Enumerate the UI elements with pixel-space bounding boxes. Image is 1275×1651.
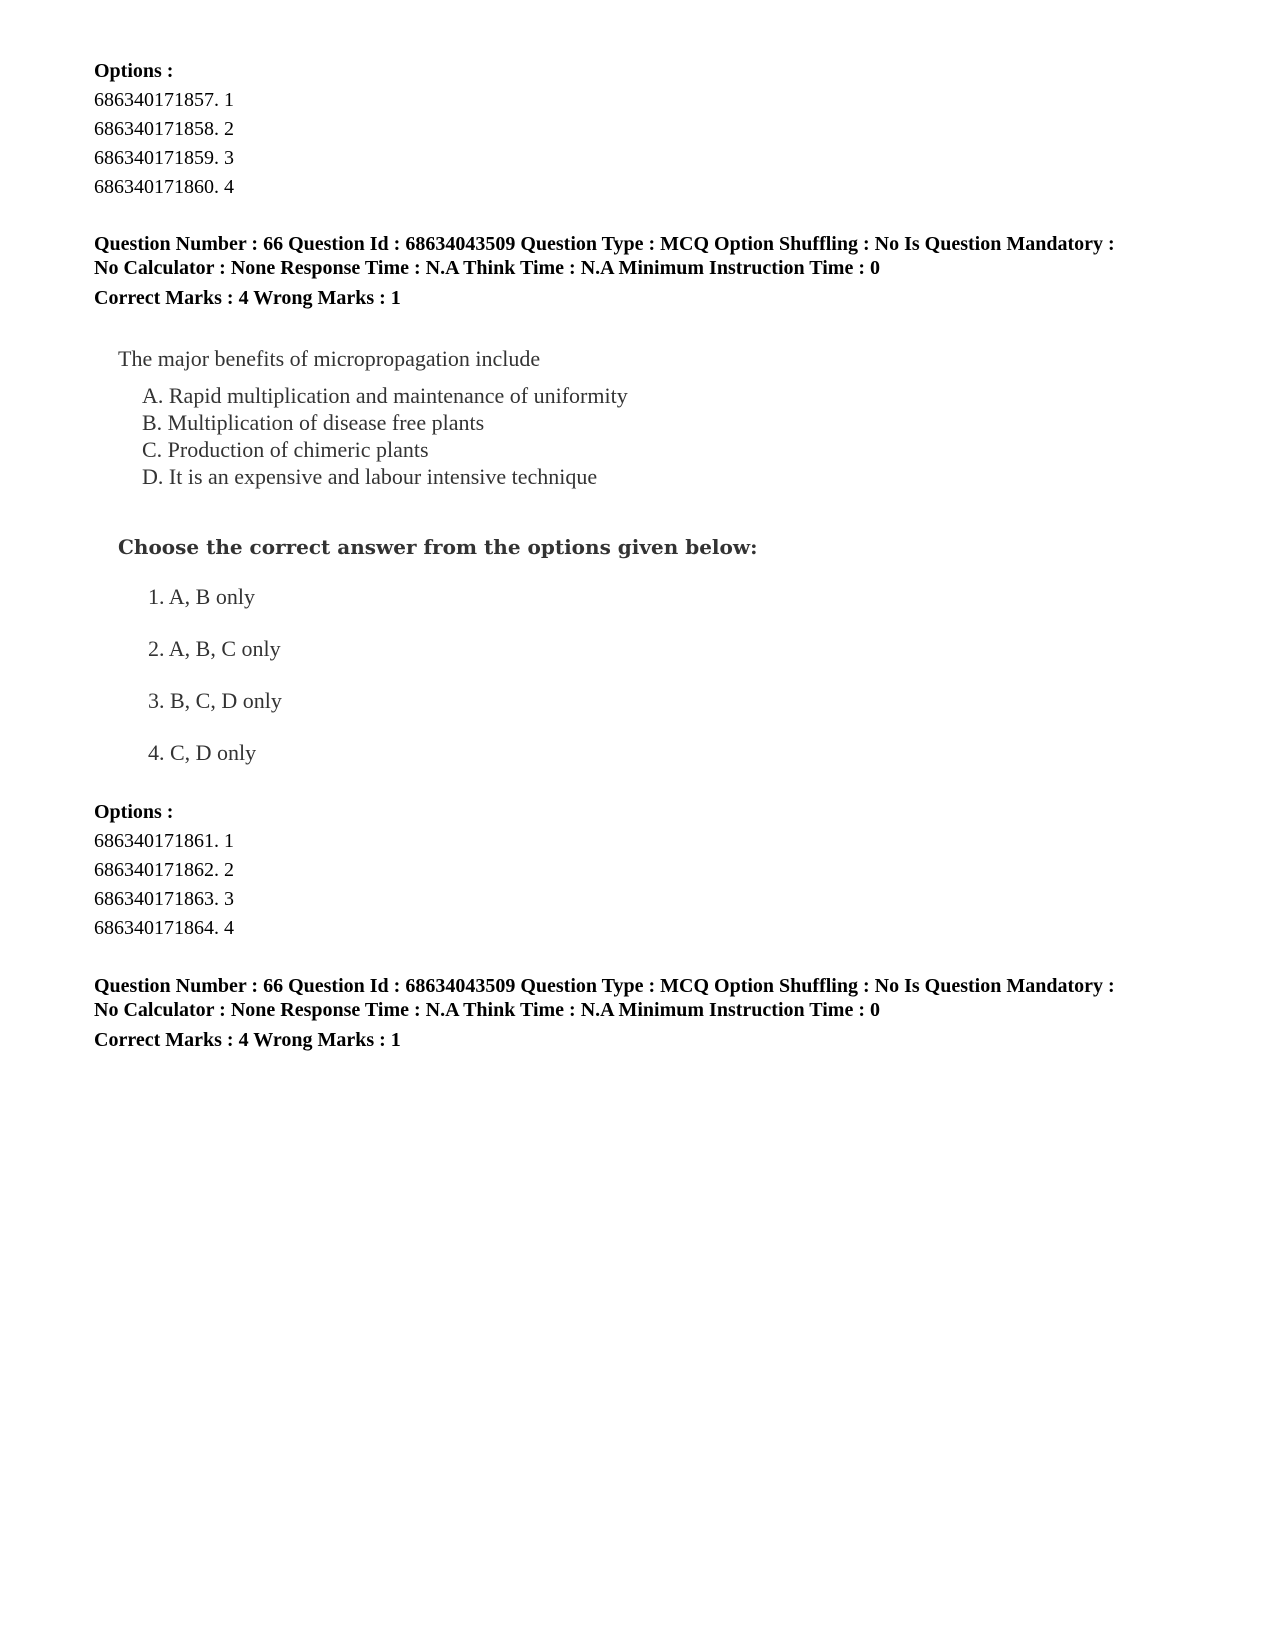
option-line: 686340171857. 1 [94, 89, 234, 111]
answer-choice-3: 3. B, C, D only [148, 688, 282, 713]
instruction-text: Choose the correct answer from the options given below: [118, 535, 758, 559]
options-heading: Options : [94, 60, 174, 82]
option-line: 686340171864. 4 [94, 917, 234, 939]
next-question-meta-line1: Question Number : 66 Question Id : 68634043509 Question Type : MCQ Option Shuffling : No Is Question Mandatory : [94, 975, 1115, 997]
statement-a: A. Rapid multiplication and maintenance of uniformity [142, 383, 628, 408]
question-meta-line2: No Calculator : None Response Time : N.A Think Time : N.A Minimum Instruction Time : 0 [94, 257, 880, 279]
options-heading: Options : [94, 801, 174, 823]
option-line: 686340171859. 3 [94, 147, 234, 169]
next-question-meta-block [94, 974, 1214, 1055]
question-stem: The major benefits of micropropagation include [118, 346, 541, 371]
answer-choice-4: 4. C, D only [148, 740, 257, 765]
top-options-block [94, 57, 1214, 202]
statement-d: D. It is an expensive and labour intensive technique [142, 464, 598, 489]
option-line: 686340171861. 1 [94, 830, 234, 852]
option-line: 686340171858. 2 [94, 118, 234, 140]
next-question-marks: Correct Marks : 4 Wrong Marks : 1 [94, 1029, 401, 1051]
option-line: 686340171862. 2 [94, 859, 234, 881]
question-meta-line1: Question Number : 66 Question Id : 68634043509 Question Type : MCQ Option Shuffling : No Is Question Mandatory : [94, 233, 1115, 255]
next-question-meta-line2: No Calculator : None Response Time : N.A Think Time : N.A Minimum Instruction Time : 0 [94, 999, 880, 1021]
statement-b: B. Multiplication of disease free plants [142, 410, 485, 435]
answer-choice-2: 2. A, B, C only [148, 636, 281, 661]
option-line: 686340171860. 4 [94, 176, 234, 198]
option-line: 686340171863. 3 [94, 888, 234, 910]
answer-choice-1: 1. A, B only [148, 584, 255, 609]
bottom-options-block [94, 798, 1214, 943]
statement-c: C. Production of chimeric plants [142, 437, 429, 462]
question-meta-block [94, 232, 1214, 313]
question-image [118, 345, 818, 785]
question-marks: Correct Marks : 4 Wrong Marks : 1 [94, 287, 401, 309]
